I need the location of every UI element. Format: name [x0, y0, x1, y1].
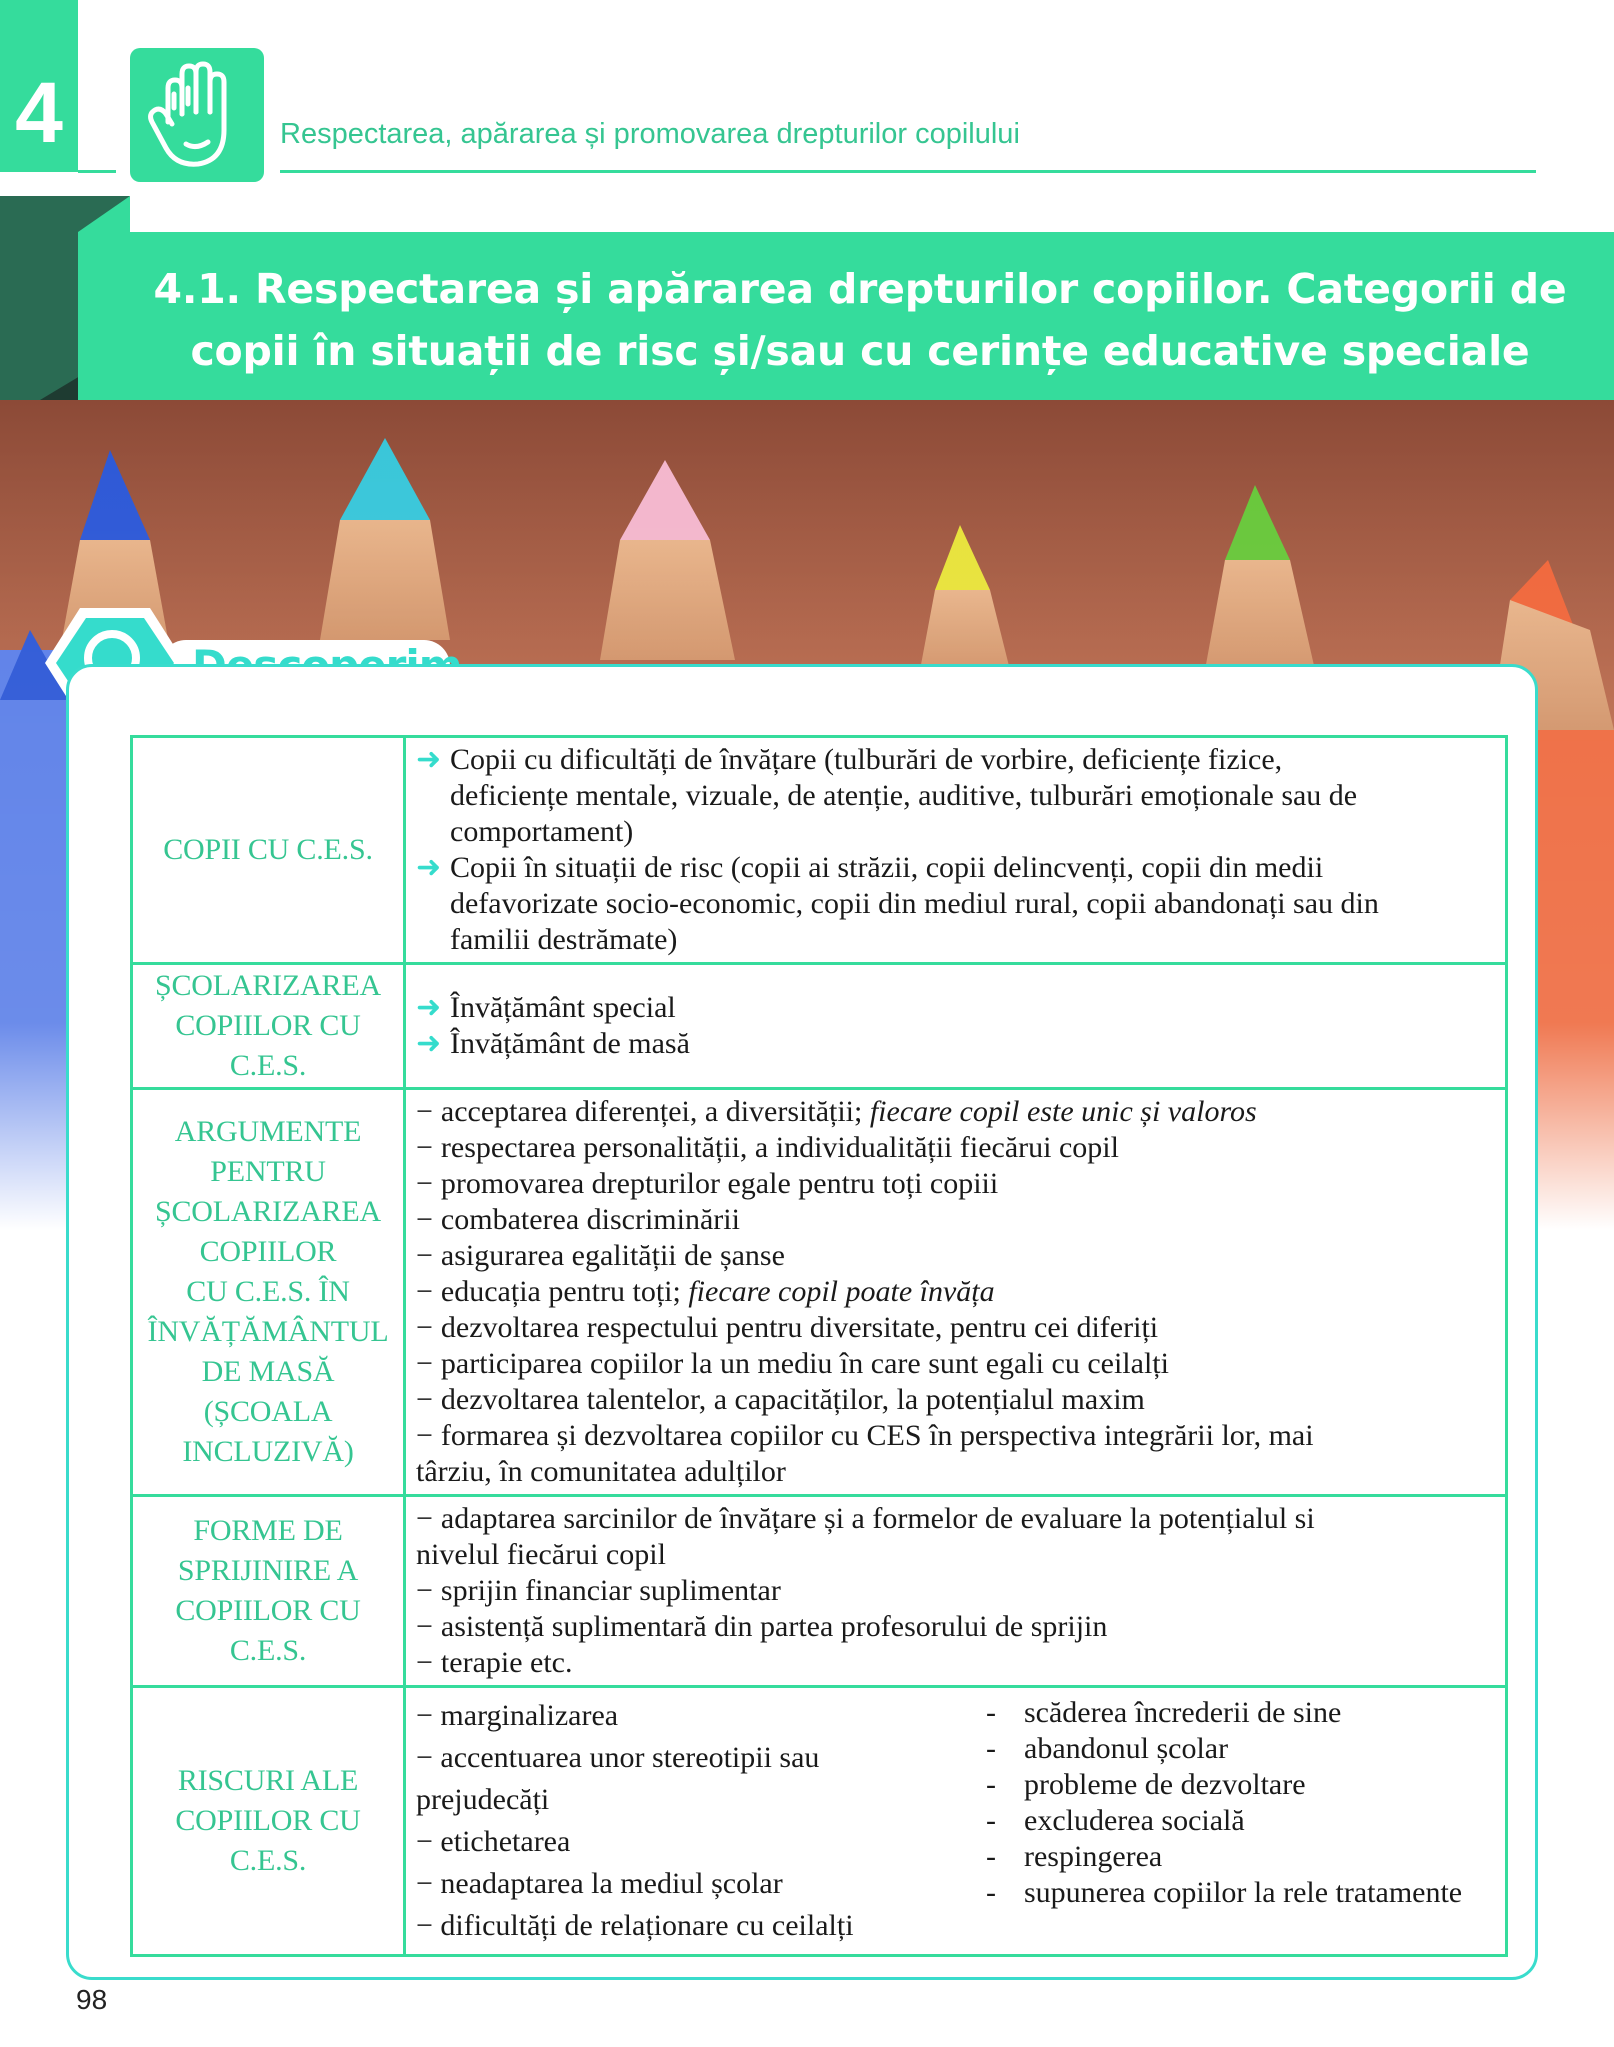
- list-item: − acceptarea diferenței, a diversității; fiecare copil este unic și valoros: [416, 1095, 1257, 1128]
- list-item: − dezvoltarea talentelor, a capacităților, la potențialul maxim: [416, 1383, 1145, 1416]
- list-item: − sprijin financiar suplimentar: [416, 1574, 781, 1607]
- list-item: − terapie etc.: [416, 1646, 573, 1679]
- list-item: ➜ Copii în situații de risc (copii ai străzii, copii delincvenți, copii din medii defavorizate socio-economic, copii din mediul rural, copii abandonați sau din familii destrămate): [416, 851, 1379, 956]
- list-item: − dificultăți de relaționare cu ceilalți: [416, 1909, 854, 1942]
- row-label: ȘCOLARIZAREA COPIILOR CU C.E.S.: [132, 964, 405, 1089]
- page-number: 98: [76, 1984, 108, 2015]
- section-title-line-1: 4.1. Respectarea și apărarea drepturilor copiilor. Categorii de: [153, 265, 1567, 313]
- list-item-continuation: târziu, în comunitatea adulților: [416, 1455, 786, 1488]
- list-item: − asistență suplimentară din partea profesorului de sprijin: [416, 1610, 1108, 1643]
- chapter-underline: [78, 170, 116, 173]
- section-title: [140, 258, 1580, 382]
- list-item: ➜ Învățământ special: [416, 991, 676, 1024]
- row-label: ARGUMENTE PENTRU ȘCOLARIZAREA COPIILOR CU C.E.S. ÎN ÎNVĂȚĂMÂNTUL DE MASĂ (ȘCOALA INCLUZIVĂ): [132, 1089, 405, 1496]
- list-item: − educația pentru toți; fiecare copil poate învăța: [416, 1275, 995, 1308]
- table-row: [132, 964, 1507, 1089]
- list-item: - probleme de dezvoltare: [986, 1768, 1306, 1801]
- arrow-right-icon: ➜: [416, 851, 442, 884]
- running-title: Respectarea, apărarea și promovarea drepturilor copilului: [280, 118, 1020, 150]
- list-item: − formarea și dezvoltarea copiilor cu CES în perspectiva integrării lor, mai: [416, 1419, 1314, 1452]
- list-item: − dezvoltarea respectului pentru diversitate, pentru cei diferiți: [416, 1311, 1159, 1344]
- row-content: [405, 1496, 1507, 1687]
- list-item: − neadaptarea la mediul școlar: [416, 1867, 783, 1900]
- list-item: ➜ Învățământ de masă: [416, 1027, 690, 1060]
- table-row: [132, 1687, 1507, 1956]
- row-content: [405, 1687, 1507, 1956]
- arrow-right-icon: ➜: [416, 1027, 442, 1060]
- row-label: RISCURI ALE COPIILOR CU C.E.S.: [132, 1687, 405, 1956]
- ces-table: [130, 735, 1508, 1957]
- list-item: - respingerea: [986, 1840, 1163, 1873]
- arrow-right-icon: ➜: [416, 991, 442, 1024]
- header-rule: [280, 170, 1536, 173]
- risks-column-left: [416, 1695, 986, 1947]
- chapter-number: 4: [15, 65, 63, 161]
- row-label: FORME DE SPRIJINIRE A COPIILOR CU C.E.S.: [132, 1496, 405, 1687]
- list-item: - scăderea încrederii de sine: [986, 1696, 1342, 1729]
- list-item: - excluderea socială: [986, 1804, 1245, 1837]
- table-row: [132, 1089, 1507, 1496]
- list-item: - supunerea copiilor la rele tratamente: [986, 1876, 1463, 1909]
- row-label: COPII CU C.E.S.: [132, 737, 405, 964]
- row-content: [405, 964, 1507, 1089]
- list-item: − respectarea personalității, a individualității fiecărui copil: [416, 1131, 1119, 1164]
- risks-column-right: [986, 1695, 1462, 1947]
- list-item: ➜ Copii cu dificultăți de învățare (tulburări de vorbire, deficiențe fizice, deficiențe mentale, vizuale, de atenție, auditive, tulburări emoționale sau de comportament): [416, 743, 1358, 848]
- list-item: − promovarea drepturilor egale pentru toți copiii: [416, 1167, 999, 1200]
- raised-hand-icon: [130, 48, 264, 182]
- table-row: [132, 737, 1507, 964]
- row-content: [405, 1089, 1507, 1496]
- table-row: [132, 1496, 1507, 1687]
- list-item: − combaterea discriminării: [416, 1203, 740, 1236]
- list-item-continuation: nivelul fiecărui copil: [416, 1538, 666, 1571]
- list-item: − adaptarea sarcinilor de învățare și a formelor de evaluare la potențialul si: [416, 1502, 1315, 1535]
- list-item: − marginalizarea: [416, 1699, 619, 1732]
- list-item: - abandonul școlar: [986, 1732, 1229, 1765]
- list-item: − accentuarea unor stereotipii sau: [416, 1741, 820, 1774]
- list-item-continuation: prejudecăți: [416, 1783, 550, 1816]
- arrow-right-icon: ➜: [416, 743, 442, 776]
- list-item: − etichetarea: [416, 1825, 571, 1858]
- list-item: − asigurarea egalității de șanse: [416, 1239, 785, 1272]
- row-content: [405, 737, 1507, 964]
- section-title-line-2: copii în situații de risc și/sau cu cerințe educative speciale: [190, 327, 1530, 375]
- list-item: − participarea copiilor la un mediu în care sunt egali cu ceilalți: [416, 1347, 1169, 1380]
